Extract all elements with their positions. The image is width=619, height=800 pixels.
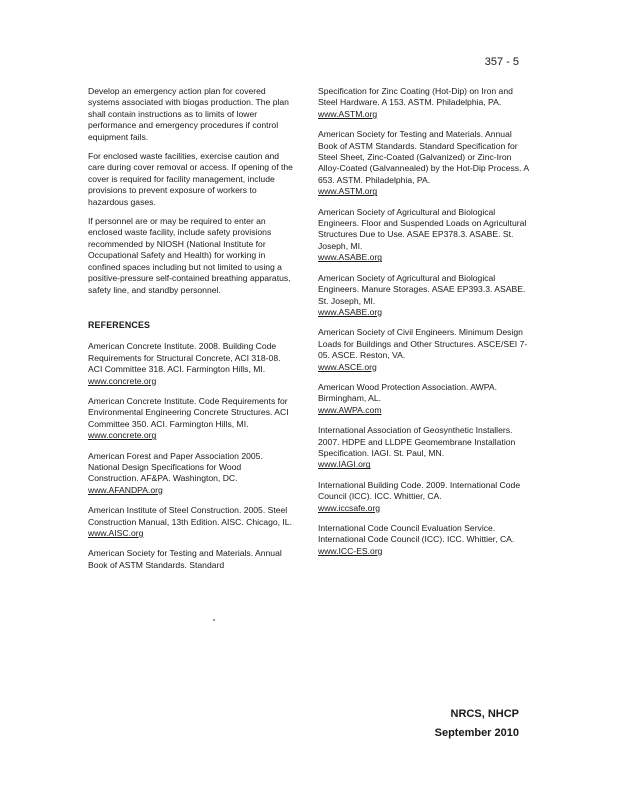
reference-text: American Society of Civil Engineers. Minimum Design Loads for Buildings and Other Structures. ASCE/SEI 7-05. ASCE. Reston, VA. — [318, 327, 528, 361]
reference-item — [88, 396, 293, 442]
references-heading: REFERENCES — [88, 319, 151, 330]
reference-text: American Concrete Institute. Code Requirements for Environmental Engineering Concrete Structures. ACI Committee 350. ACI. Farmington Hills, MI. — [88, 395, 289, 429]
reference-text: American Society of Agricultural and Biological Engineers. Manure Storages. ASAE EP393.3. ASABE. St. Joseph, MI. — [318, 272, 526, 306]
paragraph-enclosed-facilities: For enclosed waste facilities, exercise caution and care during cover removal or access. If opening of the cover is required for facility management, include provisions to prevent exposure of workers to hazardous gases. — [88, 151, 293, 207]
reference-item — [318, 327, 533, 373]
reference-link[interactable]: www.concrete.org — [88, 430, 157, 441]
reference-link[interactable]: www.concrete.org — [88, 375, 157, 386]
paragraph-confined-spaces: If personnel are or may be required to enter an enclosed waste facility, include safety provisions recommended by NIOSH (National Institute for Occupational Safety and Health) for working in confined spaces including but not limited to using a positive-pressure self-contained breathing apparatus, safety line, and standby personnel. — [88, 216, 291, 295]
reference-link[interactable]: www.ASTM.org — [318, 186, 378, 197]
reference-text: American Institute of Steel Construction. 2005. Steel Construction Manual, 13th Edition. AISC. Chicago, IL. — [88, 505, 292, 527]
reference-item — [318, 273, 533, 319]
reference-item — [318, 129, 533, 197]
reference-text: International Code Council Evaluation Service. International Code Council (ICC). ICC. Whittier, CA. — [318, 523, 515, 545]
reference-item — [318, 382, 533, 416]
reference-link[interactable]: www.iccsafe.org — [318, 502, 381, 513]
page-number: 357 - 5 — [484, 56, 519, 68]
reference-item — [318, 480, 533, 514]
reference-item — [318, 86, 533, 120]
reference-text: American Society of Agricultural and Biological Engineers. Floor and Suspended Loads on Agricultural Structures Due to Use. ASAE EP378.3. ASABE. St. Joseph, MI. — [318, 206, 527, 251]
reference-link[interactable]: www.ASABE.org — [318, 306, 382, 317]
reference-text: International Association of Geosynthetic Installers. 2007. HDPE and LLDPE Geomembrane Installation Specification. IAGI. St. Paul, MN. — [318, 425, 516, 458]
reference-item — [88, 451, 293, 497]
left-column — [88, 86, 293, 580]
reference-link[interactable]: www.AWPA.com — [318, 404, 382, 415]
reference-item — [88, 548, 293, 571]
reference-link[interactable]: www.IAGI.org — [318, 459, 371, 470]
reference-link[interactable]: www.ASTM.org — [318, 108, 378, 119]
reference-link[interactable]: www.AISC.org — [88, 528, 144, 538]
reference-text: Specification for Zinc Coating (Hot-Dip) on Iron and Steel Hardware. A 153. ASTM. Philadelphia, PA. — [318, 86, 513, 108]
reference-link[interactable]: www.ASCE.org — [318, 361, 377, 372]
reference-text: International Building Code. 2009. International Code Council (ICC). ICC. Whittier, CA. — [318, 479, 521, 502]
reference-item — [318, 425, 533, 471]
reference-link[interactable]: www.ASABE.org — [318, 252, 382, 263]
reference-item — [318, 207, 533, 264]
footer-organization: NRCS, NHCP — [450, 708, 519, 720]
reference-text: American Wood Protection Association. AWPA. Birmingham, AL. — [318, 381, 497, 404]
footer-date: September 2010 — [434, 727, 519, 739]
reference-item — [318, 523, 533, 557]
stray-mark — [213, 619, 215, 621]
reference-item — [88, 505, 293, 539]
reference-text: American Concrete Institute. 2008. Building Code Requirements for Structural Concrete, ACI 318-08. ACI Committee 318. ACI. Farmington Hills, MI. — [88, 341, 281, 375]
right-column — [318, 86, 533, 566]
reference-text: American Forest and Paper Association 2005. National Design Specifications for Wood Construction. AF&PA. Washington, DC. — [88, 450, 263, 484]
paragraph-emergency-plan: Develop an emergency action plan for covered systems associated with biogas production. The plan shall contain instructions as to limits of lower performance and emergency procedures if control equipment fails. — [88, 86, 289, 142]
reference-item — [88, 341, 293, 387]
reference-text: American Society for Testing and Materials. Annual Book of ASTM Standards. Standard — [88, 548, 282, 570]
reference-link[interactable]: www.AFANDPA.org — [88, 484, 163, 495]
reference-text: American Society for Testing and Materials. Annual Book of ASTM Standards. Standard Specification for Steel Sheet, Zinc-Coated (Galvanized) or Zinc-Iron Alloy-Coated (Galvannealed) by the Hot-Dip Process. A 653. ASTM. Philadelphia, PA. — [318, 129, 529, 185]
reference-link[interactable]: www.ICC-ES.org — [318, 545, 383, 556]
